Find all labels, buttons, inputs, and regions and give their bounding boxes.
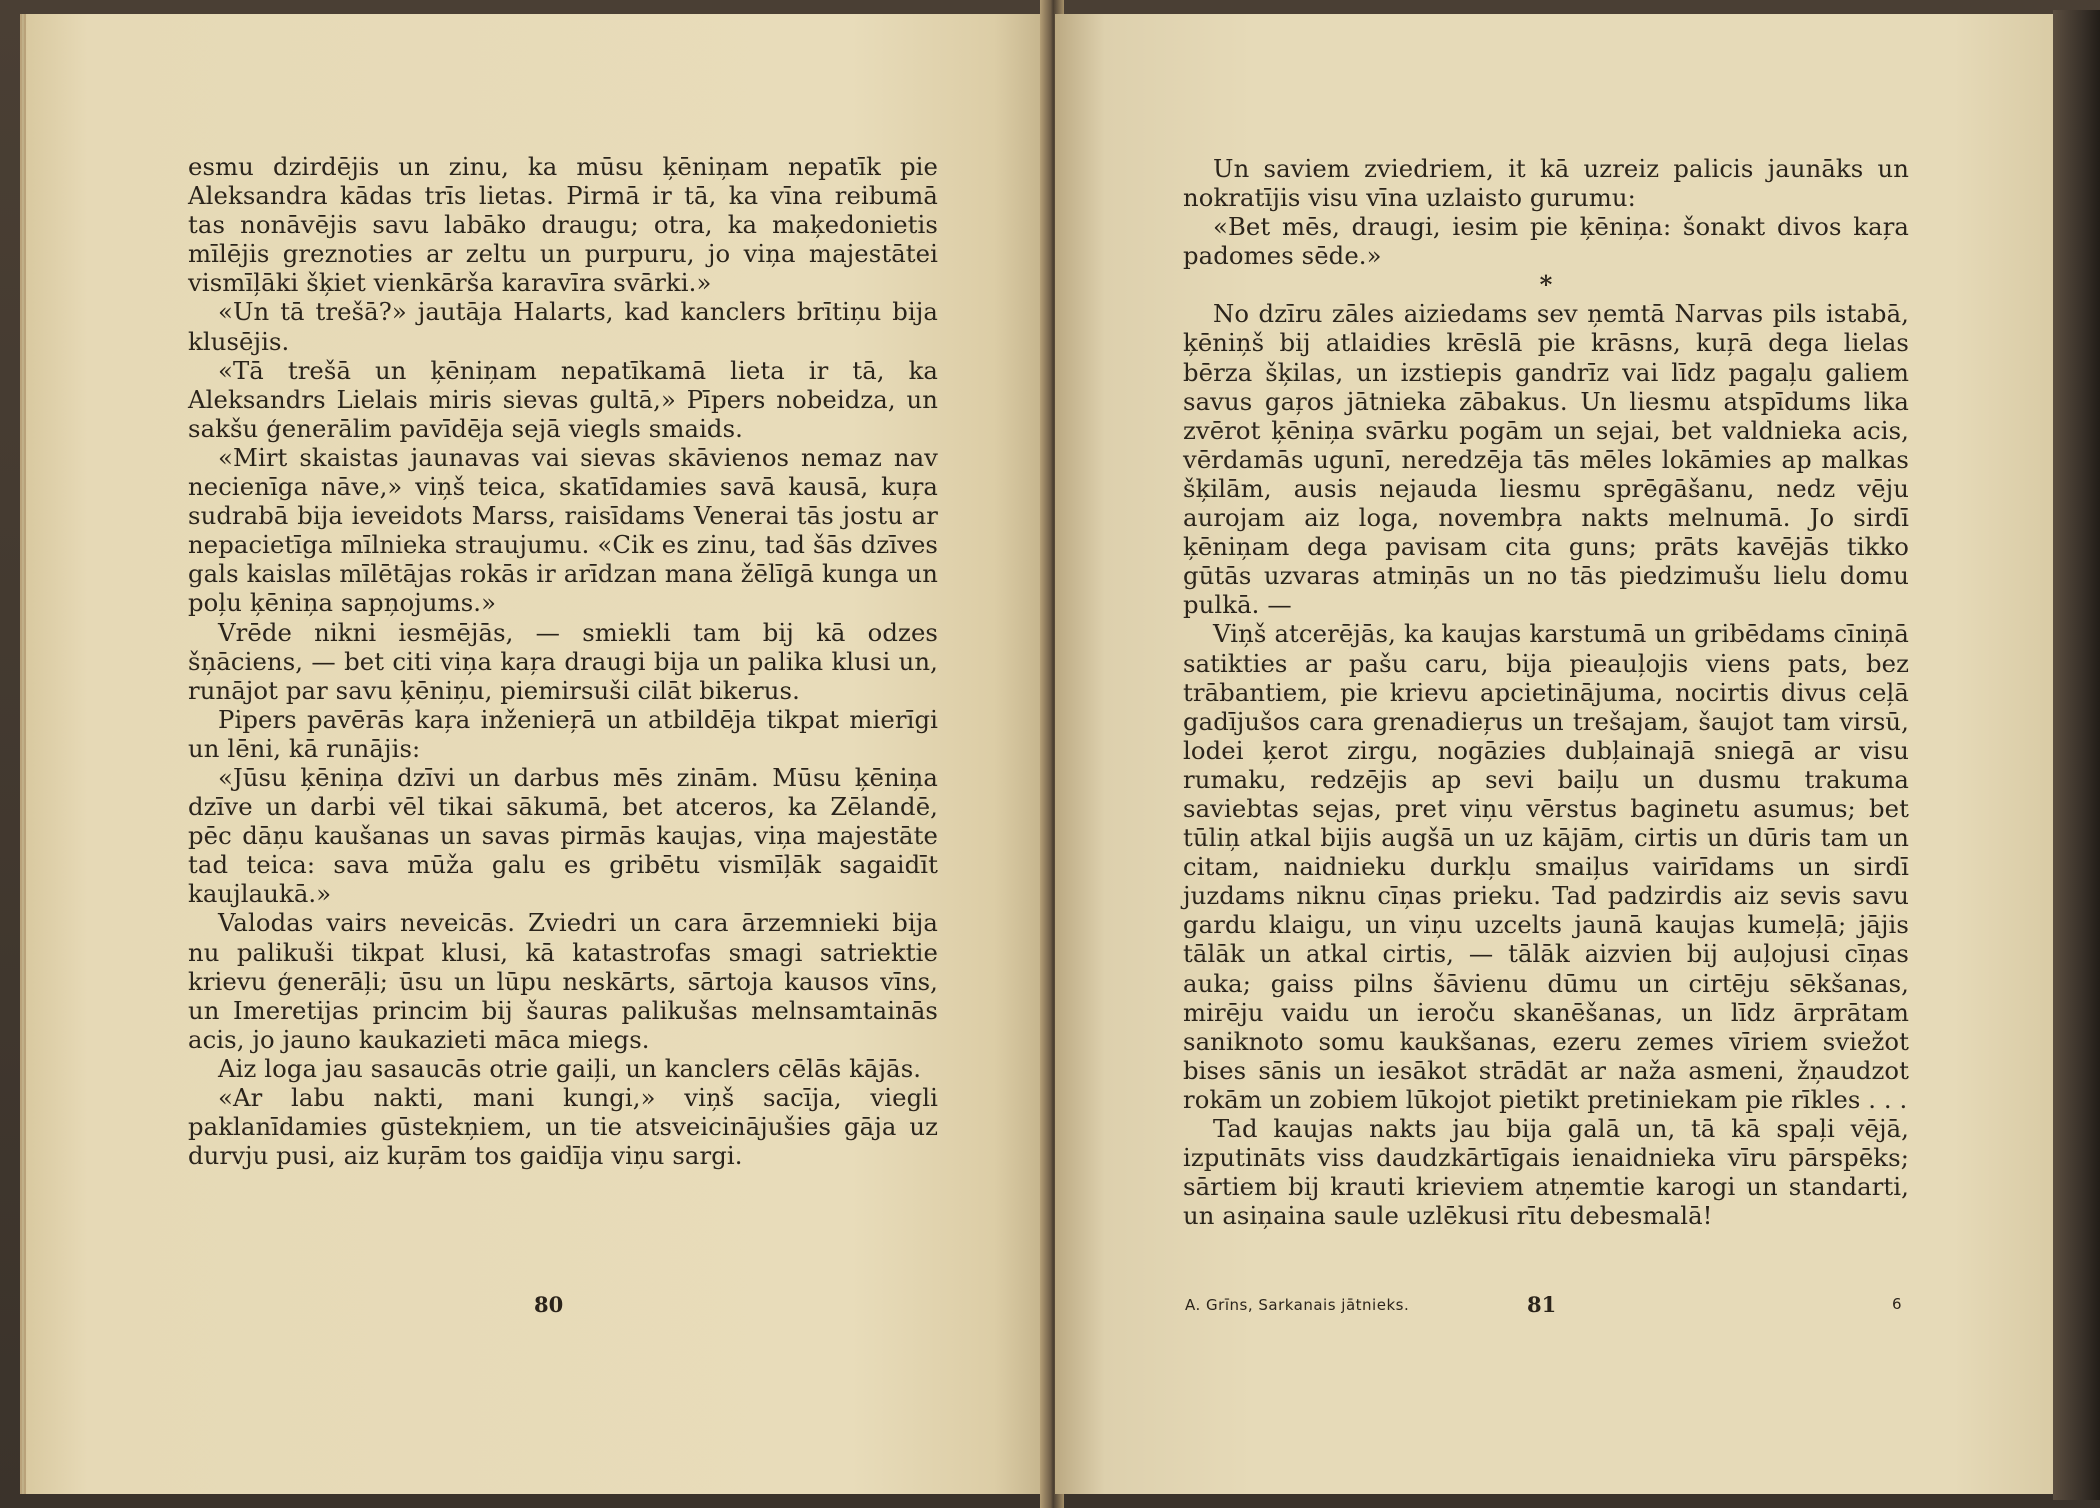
left-page-body <box>188 152 938 1170</box>
left-page-number: 80 <box>534 1292 564 1317</box>
paragraph: Aiz loga jau sasaucās otrie gaiļi, un kanclers cēlās kājās. <box>218 1053 922 1083</box>
paragraph: Valodas vairs neveicās. Zviedri un cara ārzemnieki bija nu palikuši tikpat klusi, kā katastrofas smagi satriektie krievu ģenerāļi; ūsu un lūpu neskārts, sārtoja kausos vīns, un Imeretijas princim bij šauras palikušas melnsamtainās acis, jo jauno kaukazieti māca miegs. <box>188 908 938 1054</box>
paragraph: Tad kaujas nakts jau bija galā un, tā kā spaļi vējā, izputināts viss daudzkārtīgais ienaidnieka vīru pārspēks; sārtiem bij krauti krieviem atņemtie karogi un standarti, un asiņaina saule uzlēkusi rītu debesmalā! <box>1183 1114 1909 1231</box>
signature-number: 6 <box>1892 1295 1902 1313</box>
signature-line: A. Grīns, Sarkanais jātnieks. <box>1185 1296 1410 1314</box>
right-page-body <box>1183 154 1909 1230</box>
paragraph: «Bet mēs, draugi, iesim pie ķēniņa: šonakt divos kaŗa padomes sēde.» <box>1183 212 1909 271</box>
paragraph: «Tā trešā un ķēniņam nepatīkamā lieta ir tā, ka Aleksandrs Lielais miris sievas gultā,» Pīpers nobeidza, un sakšu ģenerālim pavīdēja sejā viegls smaids. <box>188 355 938 443</box>
paragraph: «Jūsu ķēniņa dzīvi un darbus mēs zinām. Mūsu ķēniņa dzīve un darbi vēl tikai sākumā, bet atceros, ka Zēlandē, pēc dāņu kaušanas un savas pirmās kaujas, viņa majestāte tad teica: sava mūža galu es gribētu vismīļāk sagaidīt kaujlaukā.» <box>188 762 938 909</box>
paragraph: «Mirt skaistas jaunavas vai sievas skāvienos nemaz nav necienīga nāve,» viņš teica, skatīdamies savā kausā, kuŗa sudrabā bija ieveidots Marss, raisīdams Venerai tās jostu ar nepacietīga mīlnieka straujumu. «Cik es zinu, tad šās dzīves gals kaislas mīlētājas rokās ir arīdzan mana žēlīgā kunga un poļu ķēniņa sapņojums.» <box>188 442 938 618</box>
right-page-number: 81 <box>1527 1292 1557 1317</box>
book-cover-edge <box>2053 10 2100 1500</box>
paragraph: Un saviem zviedriem, it kā uzreiz palicis jaunāks un nokratījis visu vīna uzlaisto gurumu: <box>1183 154 1909 213</box>
paragraph: No dzīru zāles aiziedams sev ņemtā Narvas pils istabā, ķēniņš bij atlaidies krēslā pie krāsns, kuŗā dega lielas bērza šķilas, un izstiepis gandrīz vai līdz pagaļu galiem savus gaŗos jātnieka zābakus. Un liesmu atspīdums lika zvērot ķēniņa svārku pogām un sejai, bet valdnieka acis, vērdamās ugunī, neredzēja tās mēles lokāmies ap malkas šķilām, ausis nejauda liesmu sprēgāšanu, nedz vēju aurojam aiz loga, novembŗa nakts melnumā. Jo sirdī ķēniņam dega pavisam cita guns; prāts kavējās tikko gūtās uzvaras atmiņās un no tās piedzimušu lielu domu pulkā. — <box>1183 299 1909 620</box>
paragraph: Viņš atcerējās, ka kaujas karstumā un gribēdams cīniņā satikties ar pašu caru, bija pieauļojis viens pats, bez trābantiem, pie krievu apcietinājuma, nocirtis divus ceļā gadījušos cara grenadieŗus un trešajam, šaujot tam virsū, lodei ķerot zirgu, nogāzies dubļainajā sniegā ar visu rumaku, redzējis ap sevi baiļu un dusmu trakuma saviebtas sejas, pret viņu vērstus baginetu asumus; bet tūliņ atkal bijis augšā un uz kājām, cirtis un dūris tam un citam, naidnieku durkļu smaiļus vairīdams un sirdī juzdams niknu cīņas prieku. Tad padzirdis aiz sevis savu gardu klaigu, un viņu uzcelts jaunā kaujas kumeļā; jājis tālāk un atkal cirtis, — tālāk aizvien bij auļojusi cīņas auka; gaiss pilns šāvienu dūmu un cirtēju sēkšanas, mirēju vaidu un ieroču skanēšanas, un līdz ārprātam saniknoto somu kaukšanas, ezeru zemes vīriem sviežot bises sānis un iesākot strādāt ar naža asmeni, žņaudzot rokām un zobiem lūkojot pietikt pretiniekam pie rīkles . . . <box>1183 619 1909 1114</box>
paragraph: Pipers pavērās kaŗa inženieŗā un atbildēja tikpat mierīgi un lēni, kā runājis: <box>188 704 938 763</box>
right-page <box>1055 14 2053 1494</box>
paragraph: Vrēde nikni iesmējās, — smiekli tam bij kā odzes šņāciens, — bet citi viņa kaŗa draugi bija un palika klusi un, runājot par savu ķēniņu, piemirsuši cilāt bikerus. <box>188 617 938 705</box>
paragraph: «Un tā trešā?» jautāja Halarts, kad kanclers brītiņu bija klusējis. <box>188 297 938 356</box>
paragraph: «Ar labu nakti, mani kungi,» viņš sacīja, viegli paklanīdamies gūstekņiem, un tie atsveicinājušies gāja uz durvju pusi, aiz kuŗām tos gaidīja viņu sargi. <box>188 1083 938 1171</box>
section-separator: * <box>1539 270 1553 300</box>
paragraph: esmu dzirdējis un zinu, ka mūsu ķēniņam nepatīk pie Aleksandra kādas trīs lietas. Pirmā ir tā, ka vīna reibumā tas nonāvējis savu labāko draugu; otra, ka maķedonietis mīlējis greznoties ar zeltu un purpuru, jo viņa majestātei vismīļāki šķiet vienkārša karavīra svārki.» <box>188 152 938 298</box>
left-page <box>20 14 1056 1494</box>
